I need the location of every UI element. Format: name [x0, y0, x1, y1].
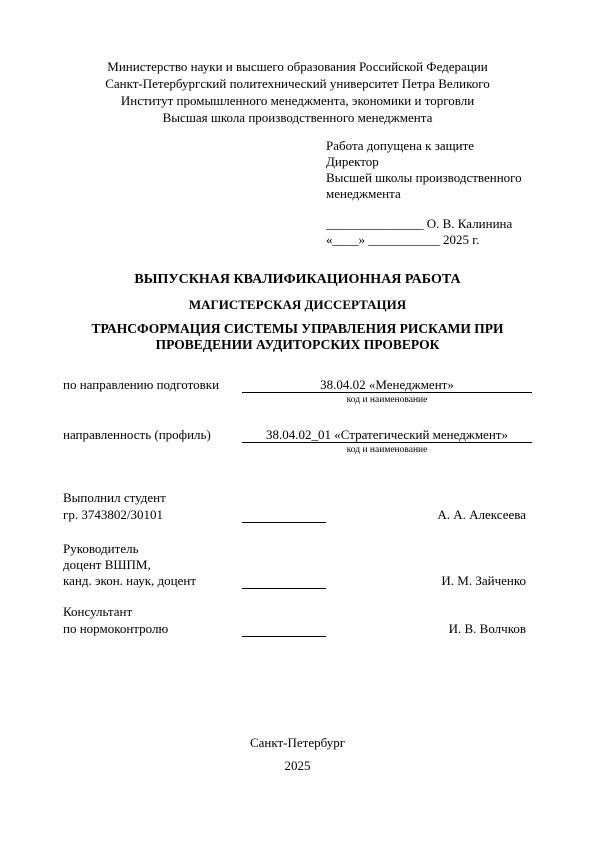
topic-title — [0, 321, 595, 353]
consultant-role-2: по нормоконтролю — [63, 621, 169, 636]
supervisor-role-1: Руководитель — [63, 541, 139, 556]
profile-label: направленность (профиль) — [63, 427, 211, 442]
institution-header — [0, 58, 595, 126]
approval-line-1: Работа допущена к защите — [326, 138, 475, 153]
student-signature-line — [242, 508, 326, 523]
approval-line-3: Высшей школы производственного — [326, 170, 522, 185]
direction-caption: код и наименование — [346, 395, 428, 405]
institute-line: Институт промышленного менеджмента, экономики и торговли — [120, 93, 475, 108]
supervisor-role-2: доцент ВШПМ, — [63, 557, 151, 572]
student-role-2: гр. 3743802/30101 — [63, 507, 163, 522]
footer-city: Санкт-Петербург — [249, 735, 346, 750]
approval-block — [326, 138, 566, 248]
degree-title: МАГИСТЕРСКАЯ ДИССЕРТАЦИЯ — [188, 297, 407, 312]
approval-line-4: менеджмента — [326, 186, 401, 201]
school-line: Высшая школа производственного менеджмента — [162, 110, 433, 125]
direction-value: 38.04.02 «Менеджмент» — [242, 377, 532, 393]
work-type-title: ВЫПУСКНАЯ КВАЛИФИКАЦИОННАЯ РАБОТА — [134, 272, 461, 287]
student-name: А. А. Алексеева — [437, 507, 526, 522]
university-line: Санкт-Петербургский политехнический университет Петра Великого — [105, 76, 490, 91]
approval-spacer — [326, 202, 566, 216]
approval-signature: _______________ О. В. Калинина — [326, 216, 513, 231]
supervisor-name: И. М. Зайченко — [441, 573, 526, 588]
footer-year: 2025 — [284, 758, 311, 773]
topic-line-1: ТРАНСФОРМАЦИЯ СИСТЕМЫ УПРАВЛЕНИЯ РИСКАМИ ПРИ — [91, 321, 504, 336]
direction-label: по направлению подготовки — [63, 377, 220, 392]
consultant-role-1: Консультант — [63, 604, 133, 619]
consultant-signature-line — [242, 622, 326, 637]
student-role-1: Выполнил студент — [63, 490, 166, 505]
approval-date: «____» ___________ 2025 г. — [326, 232, 480, 247]
supervisor-role-3: канд. экон. наук, доцент — [63, 573, 197, 588]
consultant-name: И. В. Волчков — [448, 621, 526, 636]
approval-line-2: Директор — [326, 154, 379, 169]
ministry-line: Министерство науки и высшего образования Российской Федерации — [107, 59, 488, 74]
profile-caption: код и наименование — [346, 445, 428, 455]
supervisor-signature-line — [242, 574, 326, 589]
topic-line-2: ПРОВЕДЕНИИ АУДИТОРСКИХ ПРОВЕРОК — [155, 337, 440, 352]
profile-value: 38.04.02_01 «Стратегический менеджмент» — [242, 427, 532, 443]
